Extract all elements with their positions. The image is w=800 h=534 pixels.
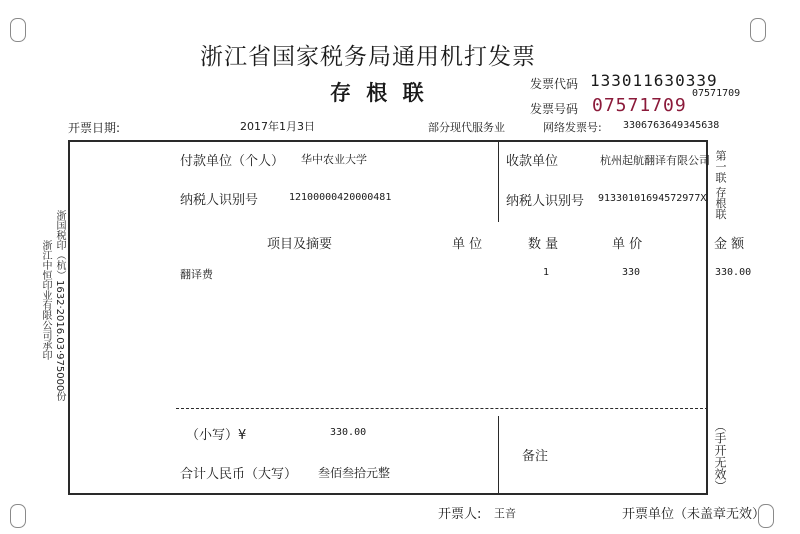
network-no: 3306763649345638 <box>623 120 720 131</box>
payee-name: 杭州起航翻译有限公司 <box>600 154 710 167</box>
divider <box>498 140 499 222</box>
invoice-title: 浙江省国家税务局通用机打发票 <box>200 44 536 70</box>
row-amount: 330.00 <box>715 267 752 278</box>
network-no-label: 网络发票号: <box>543 121 602 134</box>
date-label: 开票日期: <box>68 121 121 135</box>
payer-tax-label: 纳税人识别号 <box>180 193 259 208</box>
date-value: 2017年1月3日 <box>240 120 315 133</box>
issuer-name: 王音 <box>494 507 516 520</box>
total-big-value: 叁佰叁拾元整 <box>318 466 391 480</box>
remark-label: 备注 <box>522 449 549 464</box>
printer-name: 浙江中恒印业有限公司承印 <box>40 240 51 360</box>
printer-note: 浙国税印（杭）1632·2016.03·975000份 <box>54 210 65 402</box>
punch-hole <box>10 504 26 528</box>
total-small-label: （小写）¥ <box>186 428 247 443</box>
industry: 部分现代服务业 <box>428 121 505 134</box>
column-header-amount: 金 额 <box>714 237 745 252</box>
divider <box>498 416 499 495</box>
payee-label: 收款单位 <box>506 154 559 169</box>
invoice-code-print: 07571709 <box>692 88 741 99</box>
row-quantity: 1 <box>543 267 550 278</box>
row-price: 330 <box>622 267 641 278</box>
column-header-price: 单 价 <box>612 237 643 252</box>
seal-note: 开票单位（未盖章无效） <box>622 507 766 522</box>
invoice-code-label: 发票代码 <box>530 77 579 91</box>
column-header-quantity: 数 量 <box>528 237 559 252</box>
copy-label: 第一联 存根联 <box>714 150 727 220</box>
invoice-no-label: 发票号码 <box>530 102 579 116</box>
payer-label: 付款单位（个人） <box>180 154 285 169</box>
payee-tax-label: 纳税人识别号 <box>506 194 585 209</box>
payee-tax-id: 91330101694572977X <box>598 193 707 204</box>
invoice-no: 07571709 <box>592 95 687 116</box>
divider <box>176 408 708 409</box>
column-header-unit: 单 位 <box>452 237 483 252</box>
payer-name: 华中农业大学 <box>301 153 367 166</box>
invoice-code: 133011630339 <box>590 71 718 90</box>
handwritten-invalid-note: （手开无效） <box>713 420 727 492</box>
issuer-label: 开票人: <box>438 507 482 522</box>
row-item: 翻译费 <box>180 268 213 281</box>
column-header-item: 项目及摘要 <box>267 237 333 252</box>
invoice-subtitle: 存 根 联 <box>330 80 428 105</box>
payer-tax-id: 12100000420000481 <box>289 192 392 203</box>
total-big-label: 合计人民币（大写） <box>180 467 298 482</box>
punch-hole <box>10 18 26 42</box>
total-small-value: 330.00 <box>330 427 367 438</box>
punch-hole <box>750 18 766 42</box>
